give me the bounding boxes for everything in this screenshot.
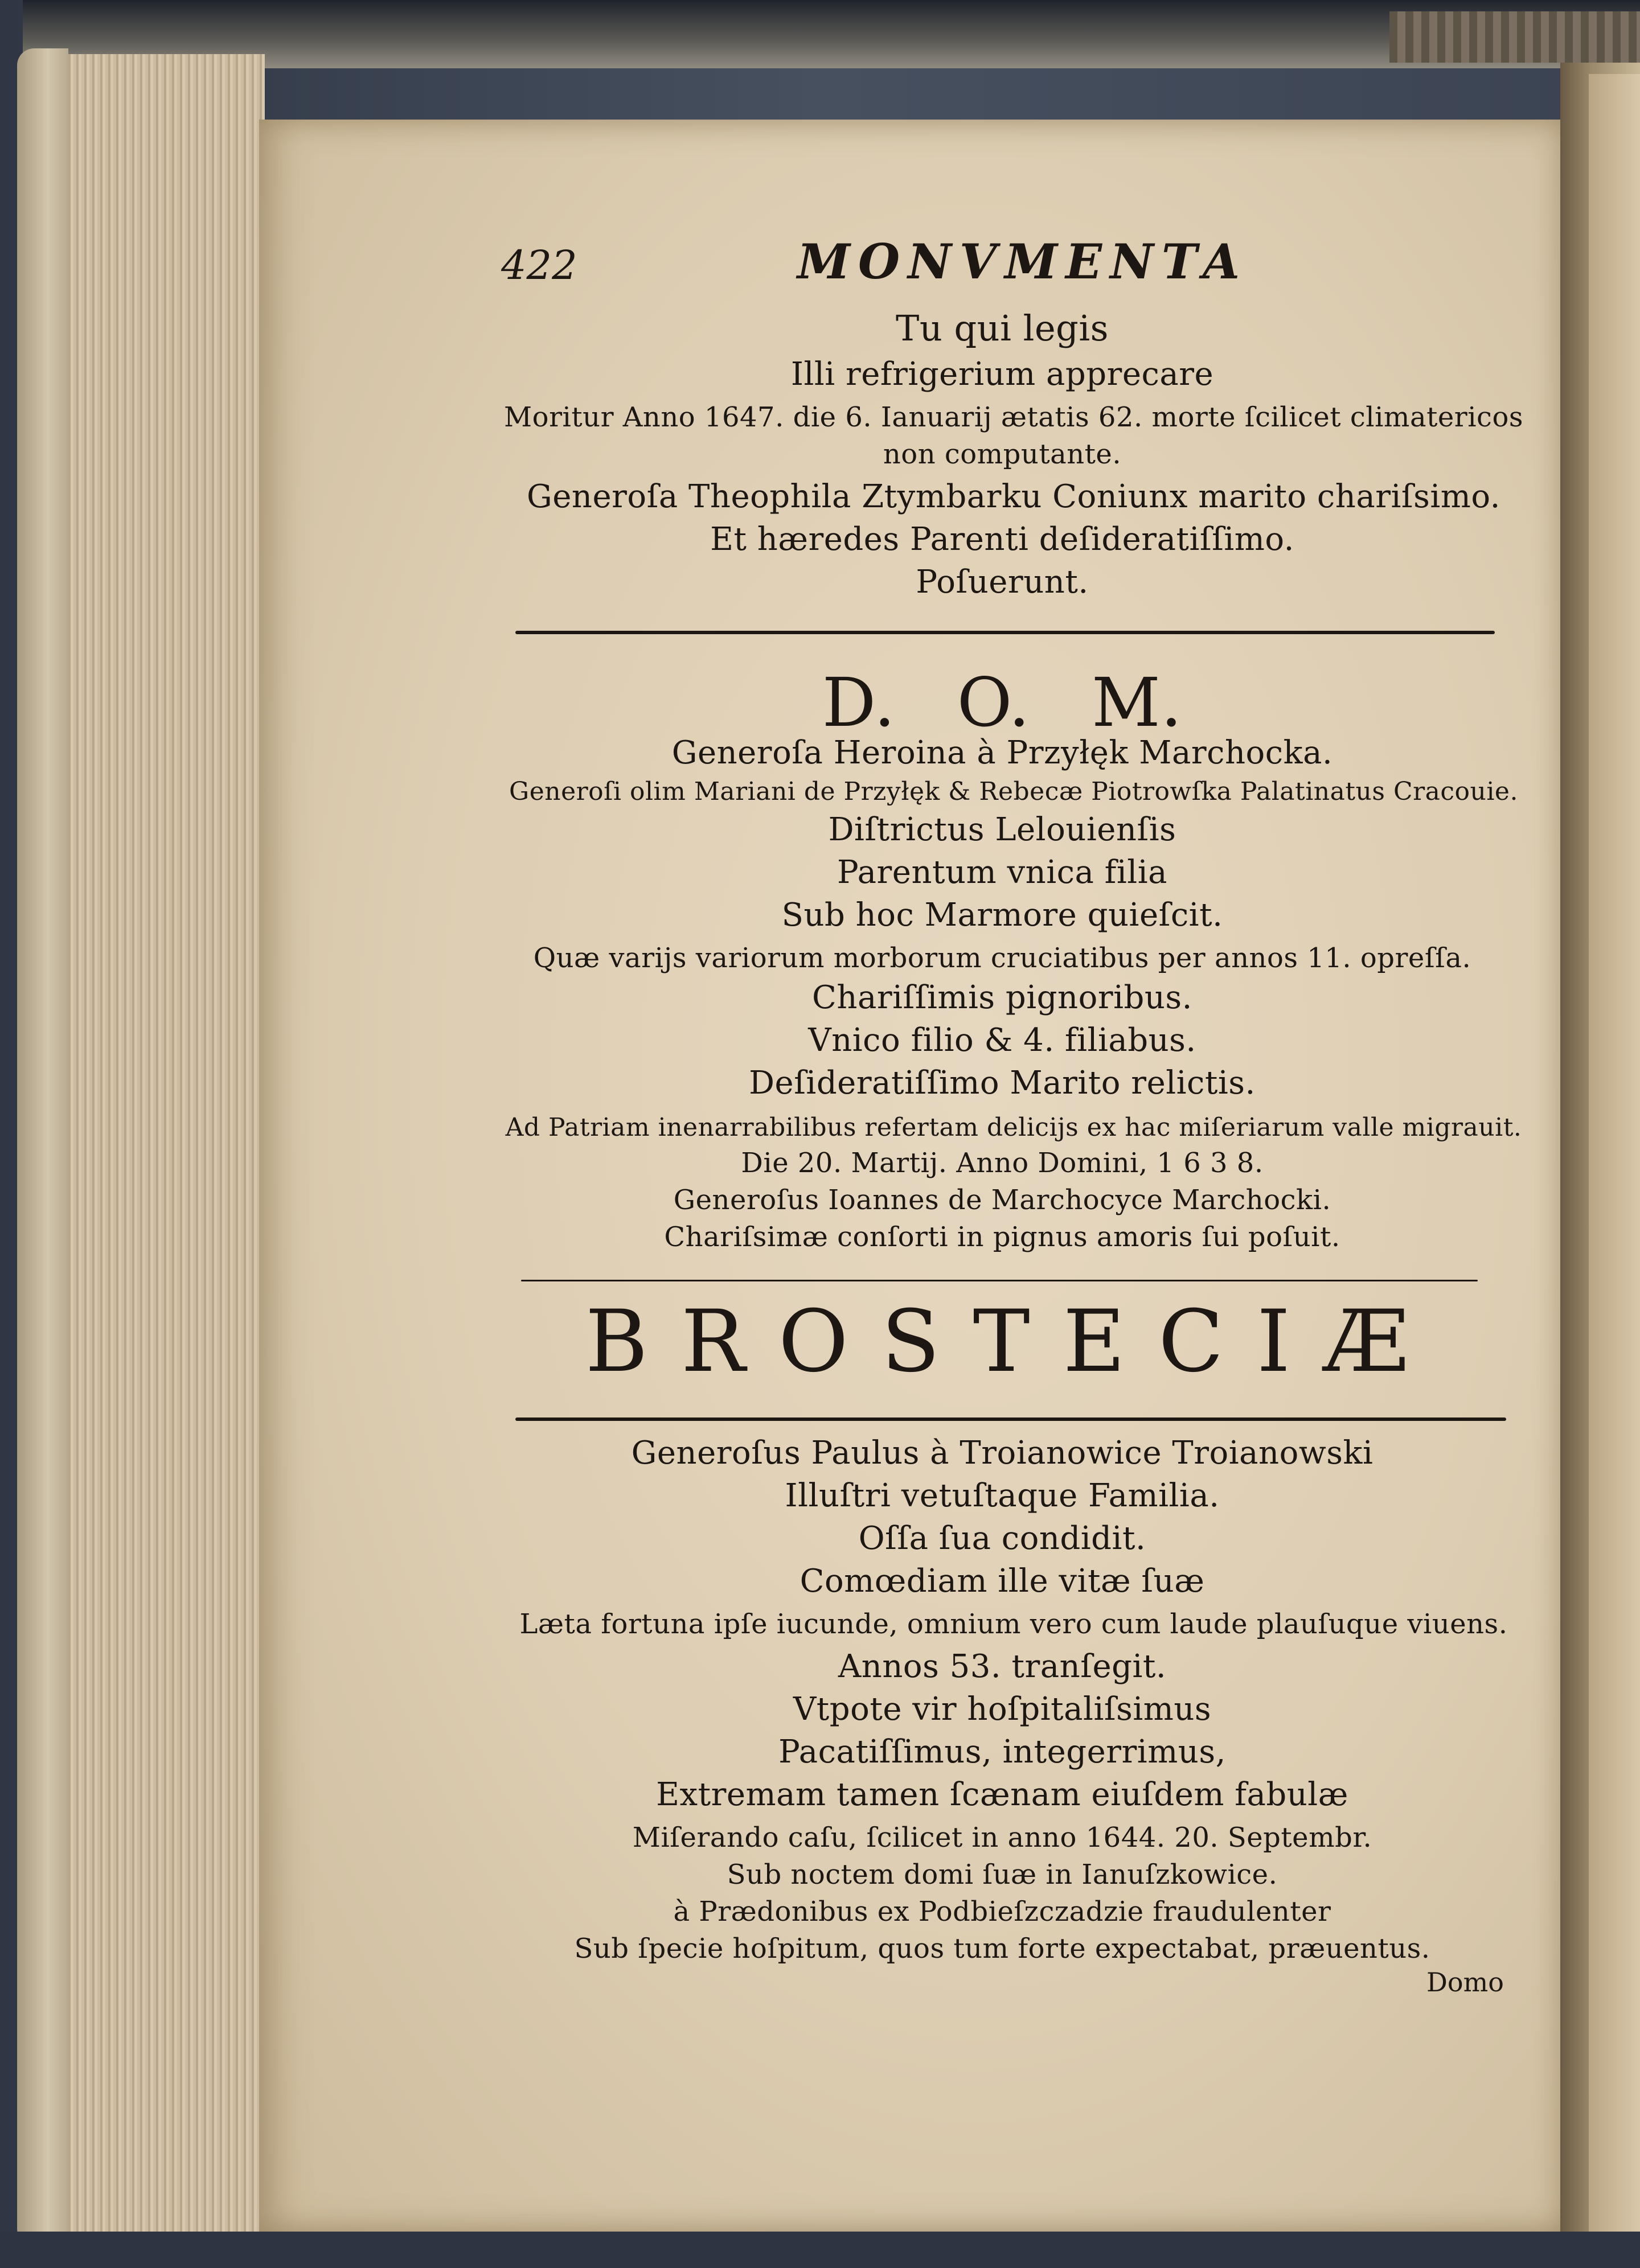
section-heading: BROSTECIÆ [585, 1292, 1442, 1391]
text-line: Pacatiſſimus, integerrimus, [778, 1733, 1226, 1770]
text-line: Vnico filio & 4. filiabus. [808, 1022, 1196, 1059]
section-heading: D. O. M. [822, 663, 1183, 742]
text-line: Parentum vnica filia [837, 854, 1167, 891]
text-line: Annos 53. tranſegit. [838, 1648, 1167, 1685]
text-line: non computante. [883, 438, 1122, 470]
text-line: Quæ varijs variorum morborum cruciatibus per annos 11. opreſſa. [533, 942, 1471, 974]
divider-rule [515, 1418, 1506, 1421]
divider-rule [521, 1280, 1478, 1281]
catchword: Domo [1426, 1967, 1504, 1998]
facing-page-edge [1589, 74, 1640, 2232]
text-line: Illi refrigerium apprecare [790, 356, 1214, 393]
text-line: Ad Patriam inenarrabilibus refertam delicijs ex hac miſeriarum valle migrauit. [505, 1113, 1522, 1142]
text-line: Chariſſimis pignoribus. [812, 979, 1192, 1016]
text-line: Generoſus Paulus à Troianowice Troianowski [631, 1435, 1374, 1472]
book-spine [1389, 11, 1640, 63]
text-line: Vtpote vir hoſpitaliſsimus [793, 1691, 1212, 1728]
text-line: Extremam tamen ſcænam eiuſdem fabulæ [656, 1776, 1348, 1813]
text-line: Moritur Anno 1647. die 6. Ianuarij ætatis 62. morte ſcilicet climatericos [504, 401, 1523, 433]
running-head: MONVMENTA [797, 233, 1248, 290]
text-line: Generoſa Heroina à Przyłęk Marchocka. [671, 734, 1333, 771]
text-line: Læta fortuna ipſe iucunde, omnium vero cum laude plauſuque viuens. [519, 1608, 1508, 1640]
text-line: Generoſi olim Mariani de Przyłęk & Rebecæ Piotrowſka Palatinatus Cracouie. [509, 777, 1518, 806]
text-line: Sub ſpecie hoſpitum, quos tum forte expectabat, præuentus. [574, 1933, 1430, 1965]
divider-rule [515, 631, 1495, 634]
book-cover-board [17, 48, 68, 2246]
text-line: Oſſa ſua condidit. [858, 1520, 1146, 1557]
text-line: Deſideratiſſimo Marito relictis. [749, 1065, 1256, 1102]
text-line: Tu qui legis [895, 307, 1109, 349]
text-line: Generoſa Theophila Ztymbarku Coniunx marito chariſsimo. [527, 478, 1500, 515]
text-line: Miſerando caſu, ſcilicet in anno 1644. 20. Septembr. [632, 1822, 1372, 1854]
page-number: 422 [501, 242, 577, 289]
text-line: Poſuerunt. [916, 564, 1089, 601]
text-line: Die 20. Martij. Anno Domini, 1 6 3 8. [741, 1147, 1264, 1179]
text-line: Diſtrictus Lelouienſis [828, 811, 1176, 848]
text-line: à Prædonibus ex Podbieſzczadzie fraudulenter [673, 1896, 1331, 1928]
text-line: Sub hoc Marmore quieſcit. [781, 897, 1223, 934]
text-line: Chariſsimæ conſorti in pignus amoris ſui poſuit. [664, 1221, 1340, 1253]
text-line: Illuſtri vetuſtaque Familia. [785, 1477, 1220, 1514]
text-line: Sub noctem domi ſuæ in Ianuſzkowice. [727, 1859, 1278, 1891]
text-line: Comœdiam ille vitæ ſuæ [800, 1563, 1205, 1600]
text-line: Generoſus Ioannes de Marchocyce Marchocki. [673, 1184, 1331, 1216]
scan-bottom-edge [0, 2232, 1640, 2268]
text-line: Et hæredes Parenti deſideratiſſimo. [710, 521, 1294, 558]
